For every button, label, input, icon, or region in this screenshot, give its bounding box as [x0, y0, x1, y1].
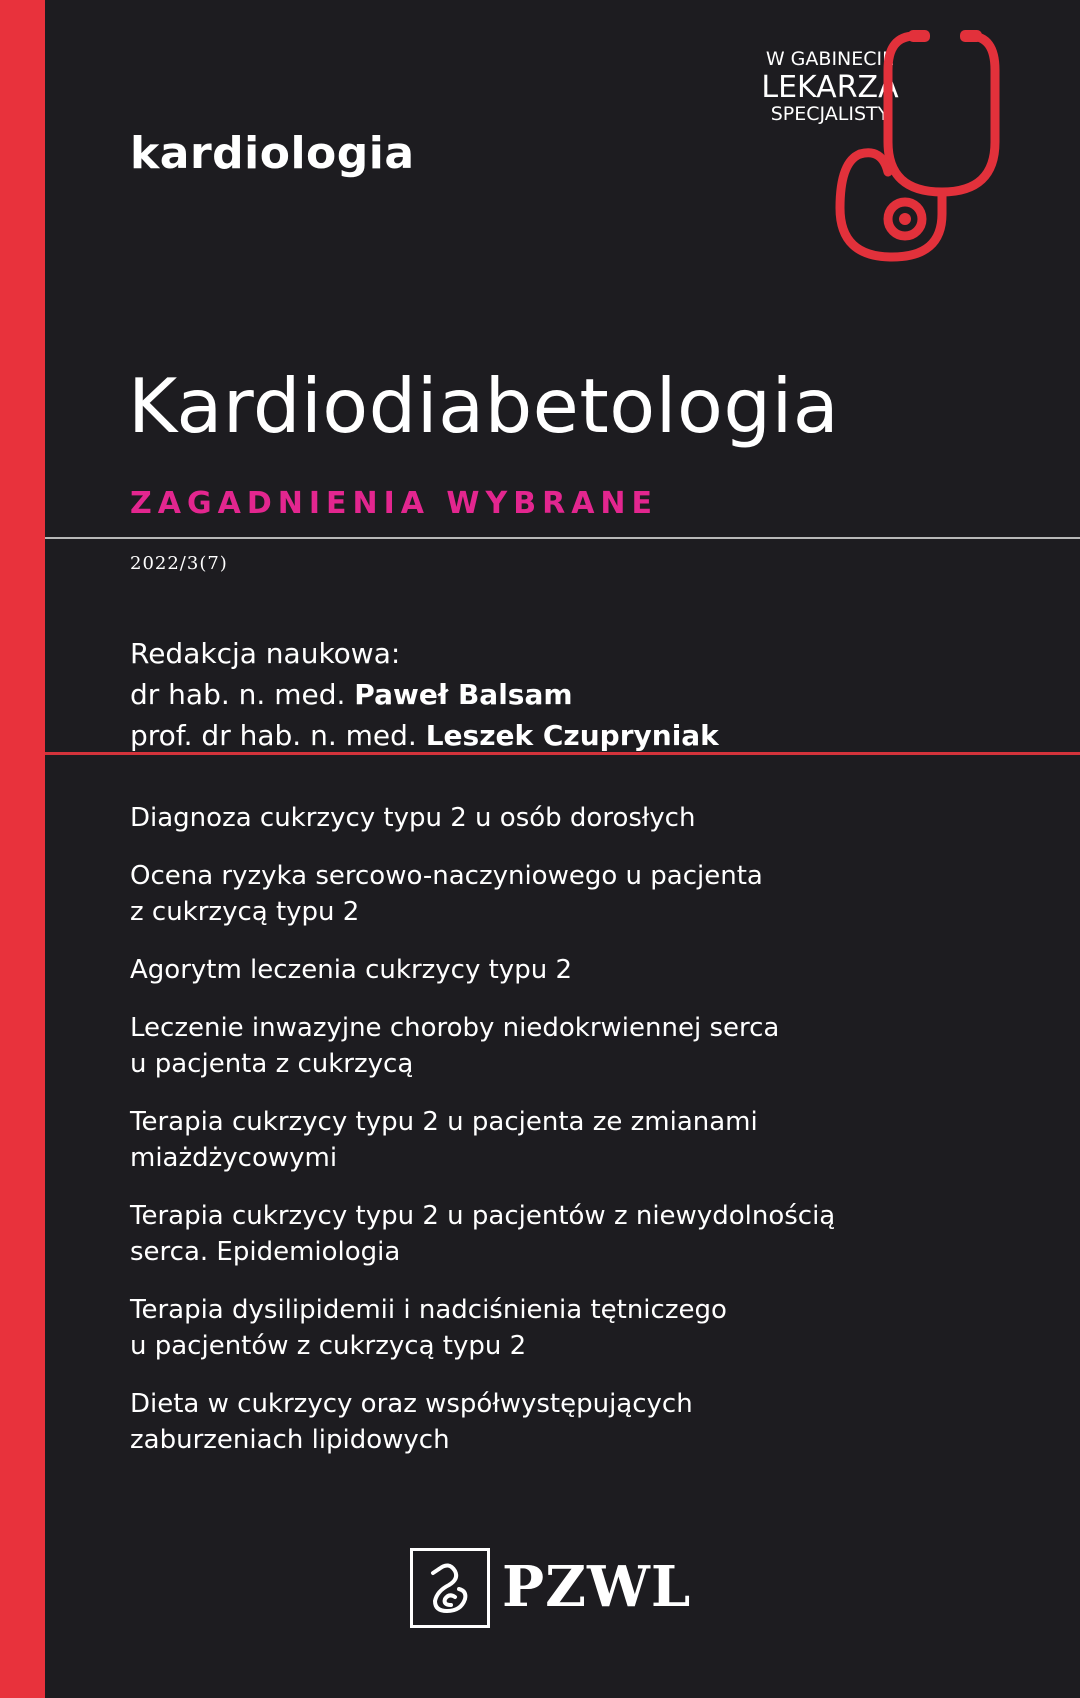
contents-item	[130, 1292, 930, 1364]
series-line-1: W GABINECIE	[765, 48, 895, 70]
contents-item-line: Agorytm leczenia cukrzycy typu 2	[130, 955, 572, 985]
swan-icon	[419, 1557, 481, 1619]
contents-item-line: Dieta w cukrzycy oraz współwystępujących	[130, 1389, 693, 1419]
editor-1-title: dr hab. n. med.	[130, 678, 346, 711]
contents-list	[130, 800, 930, 1480]
editor-1	[130, 674, 719, 715]
editor-2-name: Leszek Czupryniak	[425, 719, 719, 752]
editor-2	[130, 715, 719, 756]
contents-item-line: Terapia dysilipidemii i nadciśnienia tętniczego	[130, 1295, 727, 1325]
editor-1-name: Paweł Balsam	[354, 678, 573, 711]
divider-gray	[45, 537, 1080, 539]
red-spine-stripe	[0, 0, 45, 1698]
series-line-2: LEKARZA	[761, 69, 899, 105]
contents-item	[130, 952, 930, 988]
contents-item-line: u pacjentów z cukrzycą typu 2	[130, 1331, 527, 1361]
contents-item	[130, 1198, 930, 1270]
divider-red	[45, 752, 1080, 755]
contents-item	[130, 1104, 930, 1176]
contents-item	[130, 858, 930, 930]
issue-number: 2022/3(7)	[130, 553, 228, 574]
contents-item-line: Terapia cukrzycy typu 2 u pacjenta ze zmianami	[130, 1107, 758, 1137]
stethoscope-icon	[820, 22, 1070, 267]
editor-2-title: prof. dr hab. n. med.	[130, 719, 417, 752]
category-label: kardiologia	[130, 128, 415, 179]
contents-item-line: Leczenie inwazyjne choroby niedokrwiennej serca	[130, 1013, 780, 1043]
publisher-emblem	[410, 1548, 490, 1628]
contents-item	[130, 800, 930, 836]
contents-item-line: Diagnoza cukrzycy typu 2 u osób dorosłych	[130, 803, 696, 833]
editors-heading: Redakcja naukowa:	[130, 637, 401, 670]
contents-item-line: Ocena ryzyka sercowo-naczyniowego u pacjenta	[130, 861, 763, 891]
contents-item	[130, 1010, 930, 1082]
publisher-name: PZWL	[502, 1554, 692, 1620]
editors-block	[130, 633, 719, 756]
contents-item-line: serca. Epidemiologia	[130, 1237, 401, 1267]
series-line-3: SPECJALISTY	[770, 103, 890, 126]
contents-item-line: miażdżycowymi	[130, 1143, 338, 1173]
book-title: Kardiodiabetologia	[128, 362, 840, 450]
contents-item-line: zaburzeniach lipidowych	[130, 1425, 450, 1455]
contents-item	[130, 1386, 930, 1458]
contents-item-line: u pacjenta z cukrzycą	[130, 1049, 414, 1079]
book-subtitle: ZAGADNIENIA WYBRANE	[130, 486, 659, 521]
contents-item-line: z cukrzycą typu 2	[130, 897, 360, 927]
contents-item-line: Terapia cukrzycy typu 2 u pacjentów z niewydolnością	[130, 1201, 836, 1231]
